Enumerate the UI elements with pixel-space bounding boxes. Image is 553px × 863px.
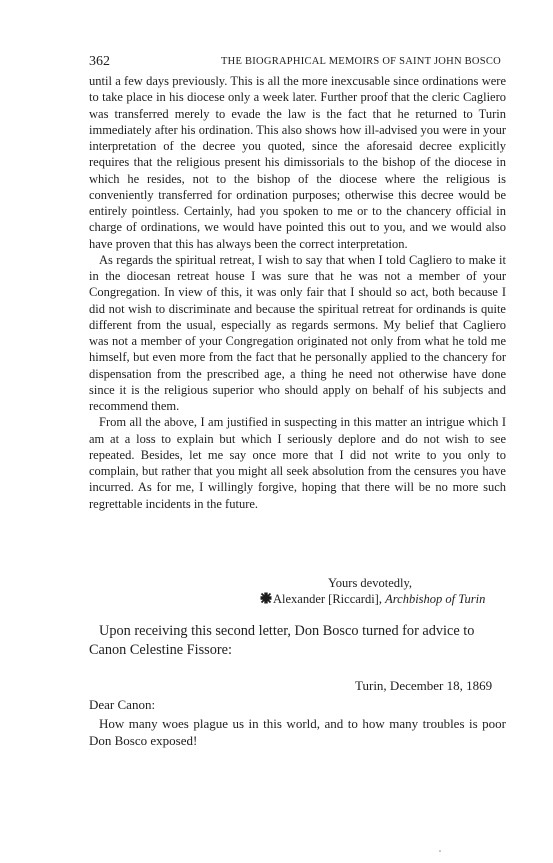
letter-salutation: Dear Canon: <box>89 697 156 712</box>
letter-dateline: Turin, December 18, 1869 <box>355 678 493 693</box>
signature-name: Alexander [Riccardi], <box>273 592 382 606</box>
letter-paragraph: As regards the spiritual retreat, I wish to say that when I told Cagliero to make it in the diocesan retreat house I was sure that he was not a member of your Congregation. In view of this, it was only fair that I should so act, both because I did not wish to discriminate and because the spiritual retreat for ordinands is quite different from the usual, especially as regards sermons. My belief that Cagliero was not a member of your Congregation originated not only from what he told me himself, but even more from the fact that he personally applied to the chancery for dispensation from the prescribed age, a thing he need not otherwise have done since it is the religious superior who should apply on behalf of his subjects and recommend them. <box>89 252 506 413</box>
letter-paragraph: until a few days previously. This is all the more inexcusable since ordinations were to take place in his diocese only a week later. Further proof that the cleric Cagliero was transferred merely to evade the law is the fact that he returned to Turin immediately after his ordination. This also shows how ill-advised you were in your interpretation of the decree you quoted, since the aforesaid decree explicitly requires that the religious present his dimissorials to the bishop of the diocese in which he resides, not to the bishop of the diocese where the religious is conveniently transferred for ordination purposes; otherwise this decree would be entirely pointless. Certainly, had you spoken to me or to the chancery official in charge of ordinations, we would have pointed this out to you, and we would also have proven that this has always been the correct interpretation. <box>89 74 506 251</box>
letter-closing: Yours devotedly, <box>328 576 413 590</box>
letter-paragraph: From all the above, I am justified in suspecting in this matter an intrigue which I am at a loss to explain but which I seriously deplore and do not wish to see repeated. Besides, let me say once more that I did not write to you only to complain, but rather that you might all seek absolution from the censures you have incurred. As for me, I willingly forgive, hoping that there will be no more such regrettable incidents in the future. <box>89 415 506 511</box>
letter-opening-paragraph: How many woes plague us in this world, and to how many troubles is poor Don Bosco exposed! <box>89 716 506 748</box>
narrative-paragraph: Upon receiving this second letter, Don Bosco turned for advice to Canon Celestine Fissore: <box>89 623 475 658</box>
scan-speck <box>439 850 441 852</box>
page-number: 362 <box>89 54 110 69</box>
signature-title: Archbishop of Turin <box>385 592 486 606</box>
running-head: THE BIOGRAPHICAL MEMOIRS OF SAINT JOHN BOSCO <box>221 56 501 67</box>
